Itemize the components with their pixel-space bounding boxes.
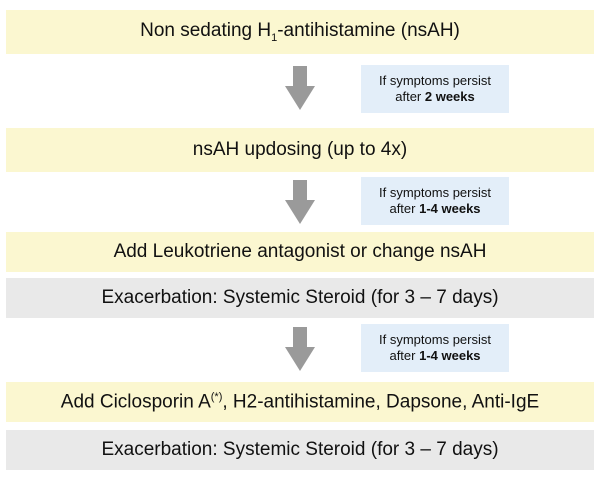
persistence-note-1 — [361, 65, 509, 113]
exacerbation-box-1 — [6, 278, 594, 318]
down-arrow-icon — [285, 66, 315, 110]
step-1-label: Non sedating $H_1$-antihistamine (nsAH) — [140, 20, 460, 44]
persistence-note-2 — [361, 177, 509, 225]
exacerbation-box-2 — [6, 430, 594, 470]
down-arrow-icon — [285, 180, 315, 224]
note-3-line-1: If symptoms persist — [379, 332, 491, 347]
persistence-note-3 — [361, 324, 509, 372]
step-3-box — [6, 232, 594, 272]
step-1-box — [6, 10, 594, 54]
step-2-box — [6, 128, 594, 172]
step-4-label: Add Ciclosporin A(*), H2-antihistamine, Dapsone, Anti-IgE — [60, 390, 540, 413]
note-2-line-2: after 1-4 weeks — [389, 201, 481, 216]
down-arrow-icon — [285, 327, 315, 371]
step-4-box — [6, 382, 594, 422]
exacerbation-label-2: Exacerbation: Systemic Steroid (for 3 – 7 days) — [101, 439, 499, 460]
step-3-label: Add Leukotriene antagonist or change nsAH — [113, 241, 487, 262]
note-3-line-2: after 1-4 weeks — [389, 348, 481, 363]
note-2-line-1: If symptoms persist — [379, 185, 491, 200]
exacerbation-label-1: Exacerbation: Systemic Steroid (for 3 – 7 days) — [101, 287, 499, 308]
note-1-line-1: If symptoms persist — [379, 73, 491, 88]
step-2-label: nsAH updosing (up to 4x) — [192, 139, 408, 160]
note-1-line-2: after 2 weeks — [395, 89, 475, 104]
